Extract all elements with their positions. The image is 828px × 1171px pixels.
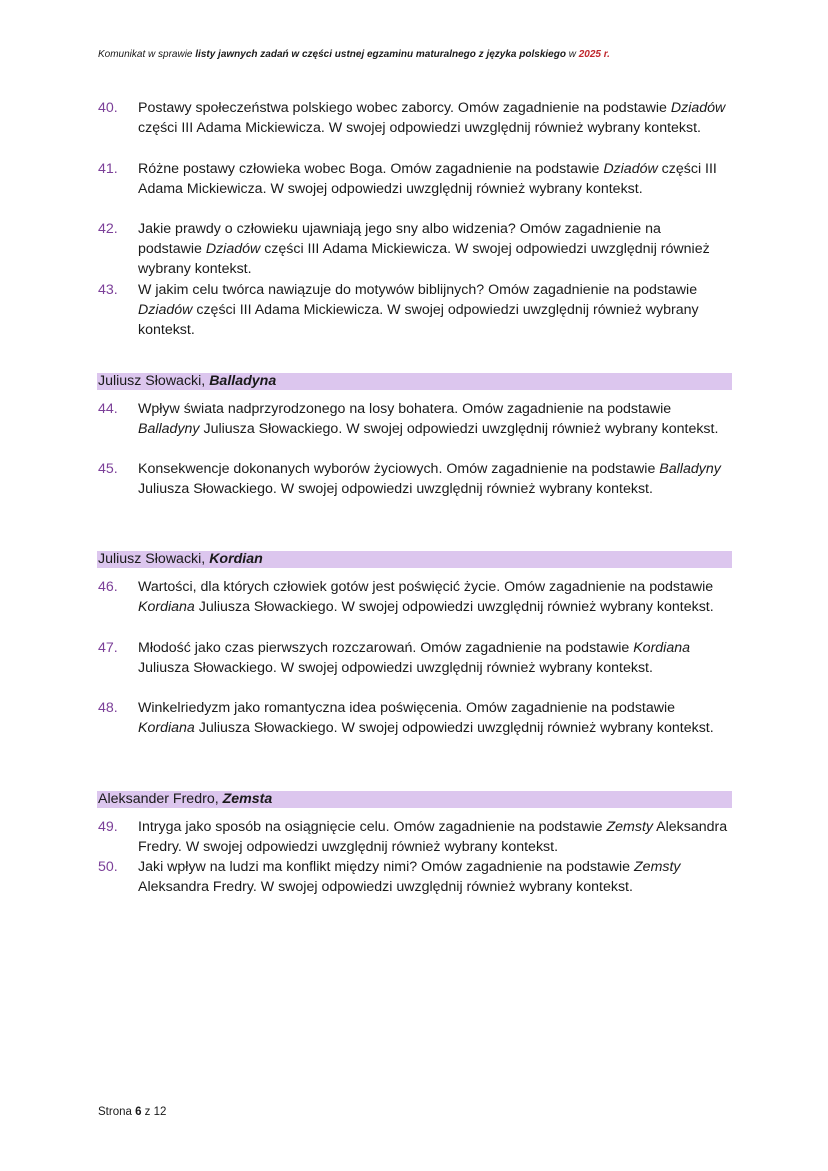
task-number: 43. [98,282,118,298]
task-text [138,817,728,857]
work-title-italic: Zemsty [634,859,681,875]
task-text-segment: Intryga jako sposób na osiągnięcie celu. Omów zagadnienie na podstawie [138,819,607,835]
work-title-italic: Dziadów [670,100,726,116]
header-bold-title: listy jawnych zadań w części ustnej egzaminu maturalnego z języka polskiego [195,49,566,60]
section-work-title: Balladyna [209,373,277,389]
task-text-segment: Wartości, dla których człowiek gotów jest poświęcić życie. Omów zagadnienie na podstawie [138,579,714,595]
task-number: 50. [98,859,118,875]
task-text-segment: Juliusza Słowackiego. W swojej odpowiedzi uwzględnij również wybrany kontekst. [194,720,714,737]
task-text-segment: Różne postawy człowieka wobec Boga. Omów zagadnienie na podstawie [138,161,604,177]
task-item [98,159,728,199]
task-text [138,459,728,499]
task-number: 45. [98,461,118,477]
header-year: 2025 r. [578,49,610,60]
task-number: 42. [98,221,118,237]
header-prefix: Komunikat w sprawie [98,49,196,60]
task-number: 48. [98,700,118,716]
task-item [98,98,728,138]
section-header [97,791,732,808]
task-text-segment: Aleksandra Fredry. W swojej odpowiedzi uwzględnij również wybrany kontekst. [138,819,728,856]
task-text-segment: Aleksandra Fredry. W swojej odpowiedzi uwzględnij również wybrany kontekst. [138,879,633,896]
task-text-segment: Wpływ świata nadprzyrodzonego na losy bohatera. Omów zagadnienie na podstawie [138,401,672,417]
task-number: 44. [98,401,118,417]
task-number: 46. [98,579,118,595]
task-text [138,399,728,439]
footer-mid: z [141,1106,154,1118]
page-header [98,49,738,60]
task-text [138,159,728,199]
header-mid: w [565,49,579,60]
task-text-segment: Juliusza Słowackiego. W swojej odpowiedzi uwzględnij również wybrany kontekst. [138,481,653,498]
section-work-title: Kordian [209,551,263,567]
task-text-segment: Młodość jako czas pierwszych rozczarowań. Omów zagadnienie na podstawie [138,640,634,656]
work-title-italic: Balladyny [138,421,200,438]
section-work-title: Zemsta [222,791,273,807]
task-item [98,219,728,280]
task-text-segment: W jakim celu twórca nawiązuje do motywów biblijnych? Omów zagadnienie na podstawie [138,282,698,298]
work-title-italic: Balladyny [659,461,721,477]
footer-page-total: 12 [153,1106,167,1118]
work-title-italic: Kordiana [633,640,691,656]
task-number: 41. [98,161,118,177]
section-header [97,373,732,390]
task-number: 40. [98,100,118,116]
task-text [138,219,728,280]
task-text-segment: części III Adama Mickiewicza. W swojej odpowiedzi uwzględnij również wybrany kontekst. [138,161,717,198]
task-text [138,98,728,138]
task-item [98,399,728,439]
task-text [138,698,728,738]
task-text-segment: Jakie prawdy o człowieku ujawniają jego sny albo widzenia? Omów zagadnienie na podstawie [138,221,661,258]
task-item [98,857,728,897]
task-text-segment: części III Adama Mickiewicza. W swojej odpowiedzi uwzględnij również wybrany kontekst. [138,120,701,137]
task-number: 49. [98,819,118,835]
work-title-italic: Dziadów [138,302,193,319]
task-item [98,698,728,738]
section-header [97,551,732,568]
task-text-segment: części III Adama Mickiewicza. W swojej odpowiedzi uwzględnij również wybrany kontekst. [138,241,710,278]
work-title-italic: Dziadów [603,161,658,177]
task-text-segment: Konsekwencje dokonanych wyborów życiowych. Omów zagadnienie na podstawie [138,461,660,477]
task-item [98,280,728,341]
task-number: 47. [98,640,118,656]
task-text [138,857,728,897]
task-text-segment: części III Adama Mickiewicza. W swojej odpowiedzi uwzględnij również wybrany kontekst. [138,302,699,339]
task-text [138,638,728,678]
section-author: Aleksander Fredro, [98,791,223,807]
page-footer [98,1106,166,1118]
footer-page-number: 6 [135,1106,142,1118]
work-title-italic: Kordiana [138,599,195,616]
task-text [138,577,728,617]
work-title-italic: Dziadów [205,241,261,258]
task-text-segment: Juliusza Słowackiego. W swojej odpowiedzi uwzględnij również wybrany kontekst. [199,421,719,438]
footer-prefix: Strona [98,1106,136,1118]
work-title-italic: Kordiana [138,720,195,737]
task-text-segment: Postawy społeczeństwa polskiego wobec zaborcy. Omów zagadnienie na podstawie [138,100,671,116]
task-item [98,459,728,499]
task-item [98,638,728,678]
work-title-italic: Zemsty [606,819,653,835]
task-text-segment: Winkelriedyzm jako romantyczna idea poświęcenia. Omów zagadnienie na podstawie [138,700,676,716]
task-text [138,280,728,341]
task-text-segment: Juliusza Słowackiego. W swojej odpowiedzi uwzględnij również wybrany kontekst. [194,599,714,616]
task-item [98,817,728,857]
section-author: Juliusz Słowacki, [98,373,210,389]
task-text-segment: Juliusza Słowackiego. W swojej odpowiedzi uwzględnij również wybrany kontekst. [138,660,653,677]
task-text-segment: Jaki wpływ na ludzi ma konflikt między nimi? Omów zagadnienie na podstawie [138,859,635,875]
task-item [98,577,728,617]
section-author: Juliusz Słowacki, [98,551,210,567]
